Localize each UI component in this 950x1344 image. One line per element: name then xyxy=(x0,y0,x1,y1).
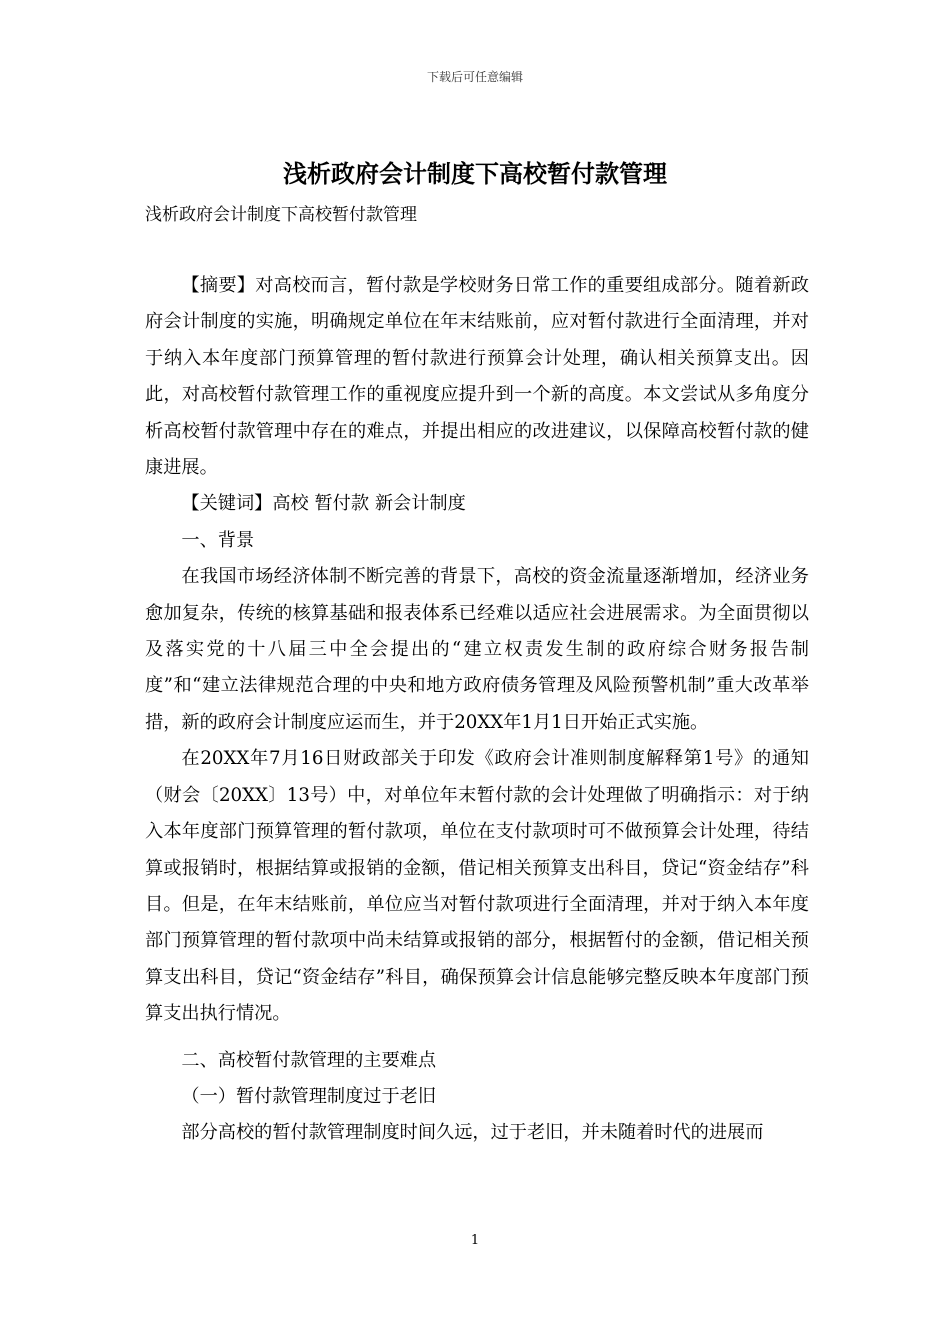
section-heading-background: 一、背景 xyxy=(181,529,255,551)
background-paragraph-2: 在20XX年7月16日财政部关于印发《政府会计准则制度解释第1号》的通知（财会〔20XX〕13号）中，对单位年末暂付款的会计处理做了明确指示：对于纳入本年度部门预算管理的暂付款项，单位在支付款项时可不做预算会计处理，待结算或报销时，根据结算或报销的金额，借记相关预算支出科目，贷记“资金结存”科目。但是，在年末结账前，单位应当对暂付款项进行全面清理，并对于纳入本年度部门预算管理的暂付款项中尚未结算或报销的部分，根据暂付的金额，借记相关预算支出科目，贷记“资金结存”科目，确保预算会计信息能够完整反映本年度部门预算支出执行情况。 xyxy=(145,748,809,1025)
section-heading-difficulties: 二、高校暂付款管理的主要难点 xyxy=(181,1049,437,1071)
header-note: 下载后可任意编辑 xyxy=(426,70,523,84)
abstract-paragraph: 【摘要】对高校而言，暂付款是学校财务日常工作的重要组成部分。随着新政府会计制度的实施，明确规定单位在年末结账前，应对暂付款进行全面清理，并对于纳入本年度部门预算管理的暂付款进行预算会计处理，确认相关预算支出。因此，对高校暂付款管理工作的重视度应提升到一个新的高度。本文尝试从多角度分析高校暂付款管理中存在的难点，并提出相应的改进建议，以保障高校暂付款的健康进展。 xyxy=(145,275,809,479)
document-title: 浅析政府会计制度下高校暂付款管理 xyxy=(283,159,667,188)
outdated-paragraph: 部分高校的暂付款管理制度时间久远，过于老旧，并未随着时代的进展而 xyxy=(181,1122,764,1144)
document-subtitle: 浅析政府会计制度下高校暂付款管理 xyxy=(145,205,417,225)
document-body xyxy=(145,268,809,1152)
keywords-paragraph: 【关键词】高校 暂付款 新会计制度 xyxy=(181,493,466,515)
background-paragraph-1: 在我国市场经济体制不断完善的背景下，高校的资金流量逐渐增加，经济业务愈加复杂，传统的核算基础和报表体系已经难以适应社会进展需求。为全面贯彻以及落实党的十八届三中全会提出的“建立权责发生制的政府综合财务报告制度”和“建立法律规范合理的中央和地方政府债务管理及风险预警机制”重大改革举措，新的政府会计制度应运而生，并于20XX年1月1日开始正式实施。 xyxy=(145,566,809,733)
page-number: 1 xyxy=(470,1233,480,1248)
subsection-heading-outdated: （一）暂付款管理制度过于老旧 xyxy=(181,1085,437,1107)
